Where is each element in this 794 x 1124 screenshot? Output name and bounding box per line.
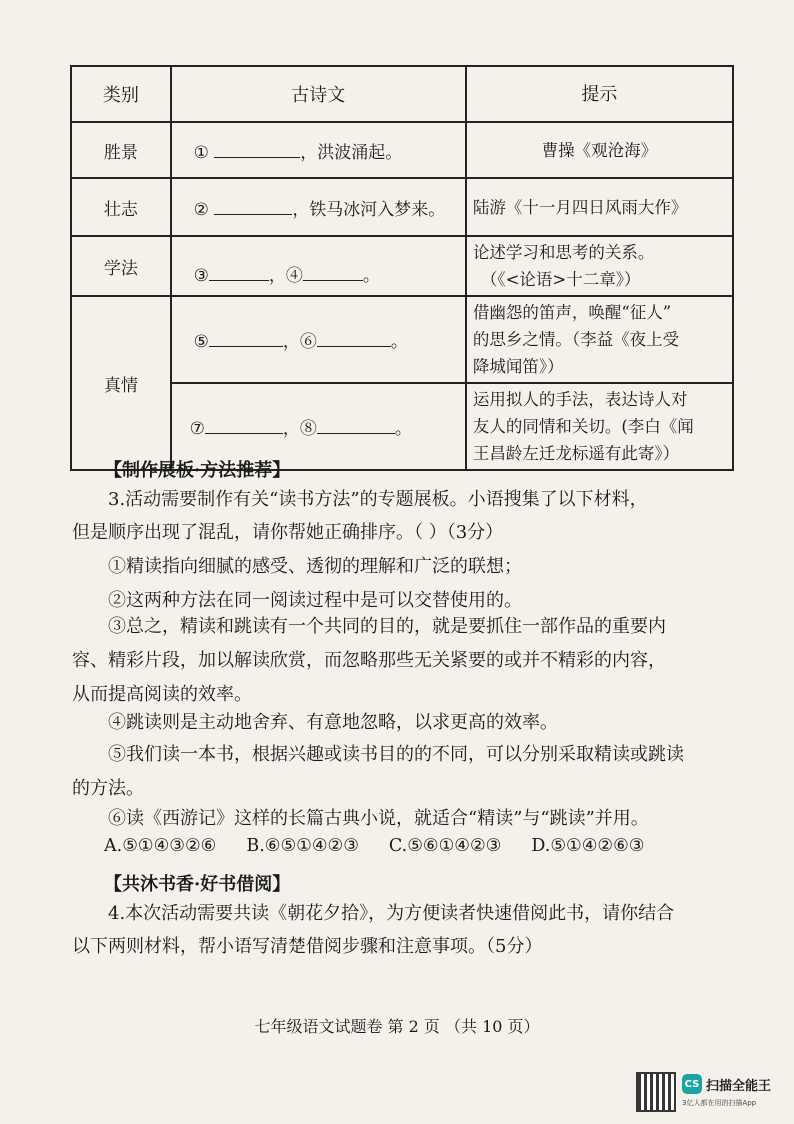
qr-code-icon <box>636 1072 676 1112</box>
item-line: 容、精彩片段，加以解读欣赏，而忽略那些无关紧要的或并不精彩的内容， <box>72 650 666 671</box>
answer-blank[interactable] <box>317 331 391 347</box>
option-c[interactable]: C.⑤⑥①④②③ <box>388 836 502 856</box>
separator: 。 <box>362 265 380 286</box>
header-category: 类别 <box>71 66 171 122</box>
item-1: ①精读指向细腻的感受、透彻的理解和广泛的联想； <box>108 556 522 577</box>
row-category: 壮志 <box>71 178 171 236</box>
separator: 。 <box>390 332 408 352</box>
item-line: ③总之，精读和跳读有一个共同的目的，就是要抓住一部作品的重要内 <box>108 616 666 637</box>
hint-line: 论述学习和思考的关系。 <box>472 243 655 262</box>
item-line: 的方法。 <box>72 778 144 799</box>
question-4 <box>72 897 736 963</box>
answer-options <box>104 836 644 856</box>
row-hint: 陆游《十一月四日风雨大作》 <box>466 178 733 236</box>
item-2: ②这两种方法在同一阅读过程中是可以交替使用的。 <box>108 590 522 611</box>
blank-number: ⑥ <box>299 332 317 352</box>
table-row <box>71 178 733 236</box>
answer-blank[interactable] <box>214 142 300 158</box>
blank-number: ④ <box>285 265 303 286</box>
hint-line: （《<论语>十二章》） <box>480 270 641 289</box>
section-heading-method: 【制作展板·方法推荐】 <box>104 460 291 481</box>
option-b[interactable]: B.⑥⑤①④②③ <box>246 836 359 856</box>
item-3 <box>72 610 736 712</box>
poem-table <box>70 65 734 471</box>
separator: 。 <box>394 419 412 439</box>
separator: ， <box>282 419 300 439</box>
item-line: ⑤我们读一本书，根据兴趣或读书目的的不同，可以分别采取精读或跳读 <box>108 744 684 765</box>
question-3 <box>72 483 736 549</box>
question-line: 4.本次活动需要共读《朝花夕拾》，为方便读者快速借阅此书，请你结合 <box>108 903 675 924</box>
table-row <box>71 296 733 383</box>
item-line: 从而提高阅读的效率。 <box>72 684 252 705</box>
answer-blank[interactable] <box>209 265 269 281</box>
hint-line: 友人的同情和关切。(李白《闻 <box>472 417 694 436</box>
row-hint <box>466 236 733 296</box>
table-row <box>71 122 733 178</box>
item-6: ⑥读《西游记》这样的长篇古典小说，就适合“精读”与“跳读”并用。 <box>108 808 649 829</box>
poem-text: ，洪波涌起。 <box>300 142 403 163</box>
page-footer: 七年级语文试题卷 第 2 页 （共 10 页） <box>254 1017 540 1036</box>
blank-number: ⑦ <box>189 419 205 439</box>
blank-number: ③ <box>193 265 209 286</box>
question-line: 3.活动需要制作有关“读书方法”的专题展板。小语搜集了以下材料， <box>108 489 648 510</box>
camscanner-logo-icon: CS <box>682 1074 702 1094</box>
row-category: 学法 <box>71 236 171 296</box>
answer-blank[interactable] <box>205 418 283 434</box>
hint-line: 借幽怨的笛声，唤醒“征人” <box>472 303 672 322</box>
row-category: 真情 <box>71 296 171 470</box>
scanner-name: 扫描全能王 <box>706 1078 772 1094</box>
row-hint: 曹操《观沧海》 <box>466 122 733 178</box>
option-d[interactable]: D.⑤①④②⑥③ <box>531 836 645 856</box>
row-category: 胜景 <box>71 122 171 178</box>
header-hint: 提示 <box>466 66 733 122</box>
header-poem: 古诗文 <box>171 66 466 122</box>
row-poem <box>171 122 466 178</box>
row-poem <box>171 296 466 383</box>
question-line: 但是顺序出现了混乱，请你帮她正确排序。（ ）（3分） <box>72 522 504 543</box>
table-header-row <box>71 66 733 122</box>
row-hint <box>466 383 733 470</box>
answer-blank[interactable] <box>303 265 363 281</box>
blank-number: ⑤ <box>193 332 209 352</box>
blank-number: ① <box>193 142 209 163</box>
scanner-tagline: 3亿人都在用的扫描App <box>682 1099 757 1107</box>
blank-number: ② <box>193 199 209 220</box>
hint-line: 运用拟人的手法，表达诗人对 <box>472 390 688 409</box>
item-5 <box>72 738 736 806</box>
separator: ， <box>268 265 286 286</box>
table-row <box>71 236 733 296</box>
hint-line: 的思乡之情。（李益《夜上受 <box>472 330 680 349</box>
item-4: ④跳读则是主动地舍弃、有意地忽略，以求更高的效率。 <box>108 712 558 733</box>
row-poem <box>171 236 466 296</box>
option-a[interactable]: A.⑤①④③②⑥ <box>104 836 217 856</box>
row-poem <box>171 178 466 236</box>
section-heading-borrow: 【共沐书香·好书借阅】 <box>104 874 291 895</box>
poem-text: ，铁马冰河入梦来。 <box>292 199 446 220</box>
hint-line: 降城闻笛》） <box>472 357 564 376</box>
blank-number: ⑧ <box>299 419 317 439</box>
separator: ， <box>282 332 300 352</box>
row-hint <box>466 296 733 383</box>
question-line: 以下两则材料，帮小语写清楚借阅步骤和注意事项。（5分） <box>72 936 543 957</box>
scanner-watermark <box>682 1074 771 1094</box>
answer-blank[interactable] <box>214 199 292 215</box>
hint-line: 王昌龄左迁龙标遥有此寄》） <box>472 444 680 463</box>
answer-blank[interactable] <box>317 418 395 434</box>
answer-blank[interactable] <box>209 331 283 347</box>
